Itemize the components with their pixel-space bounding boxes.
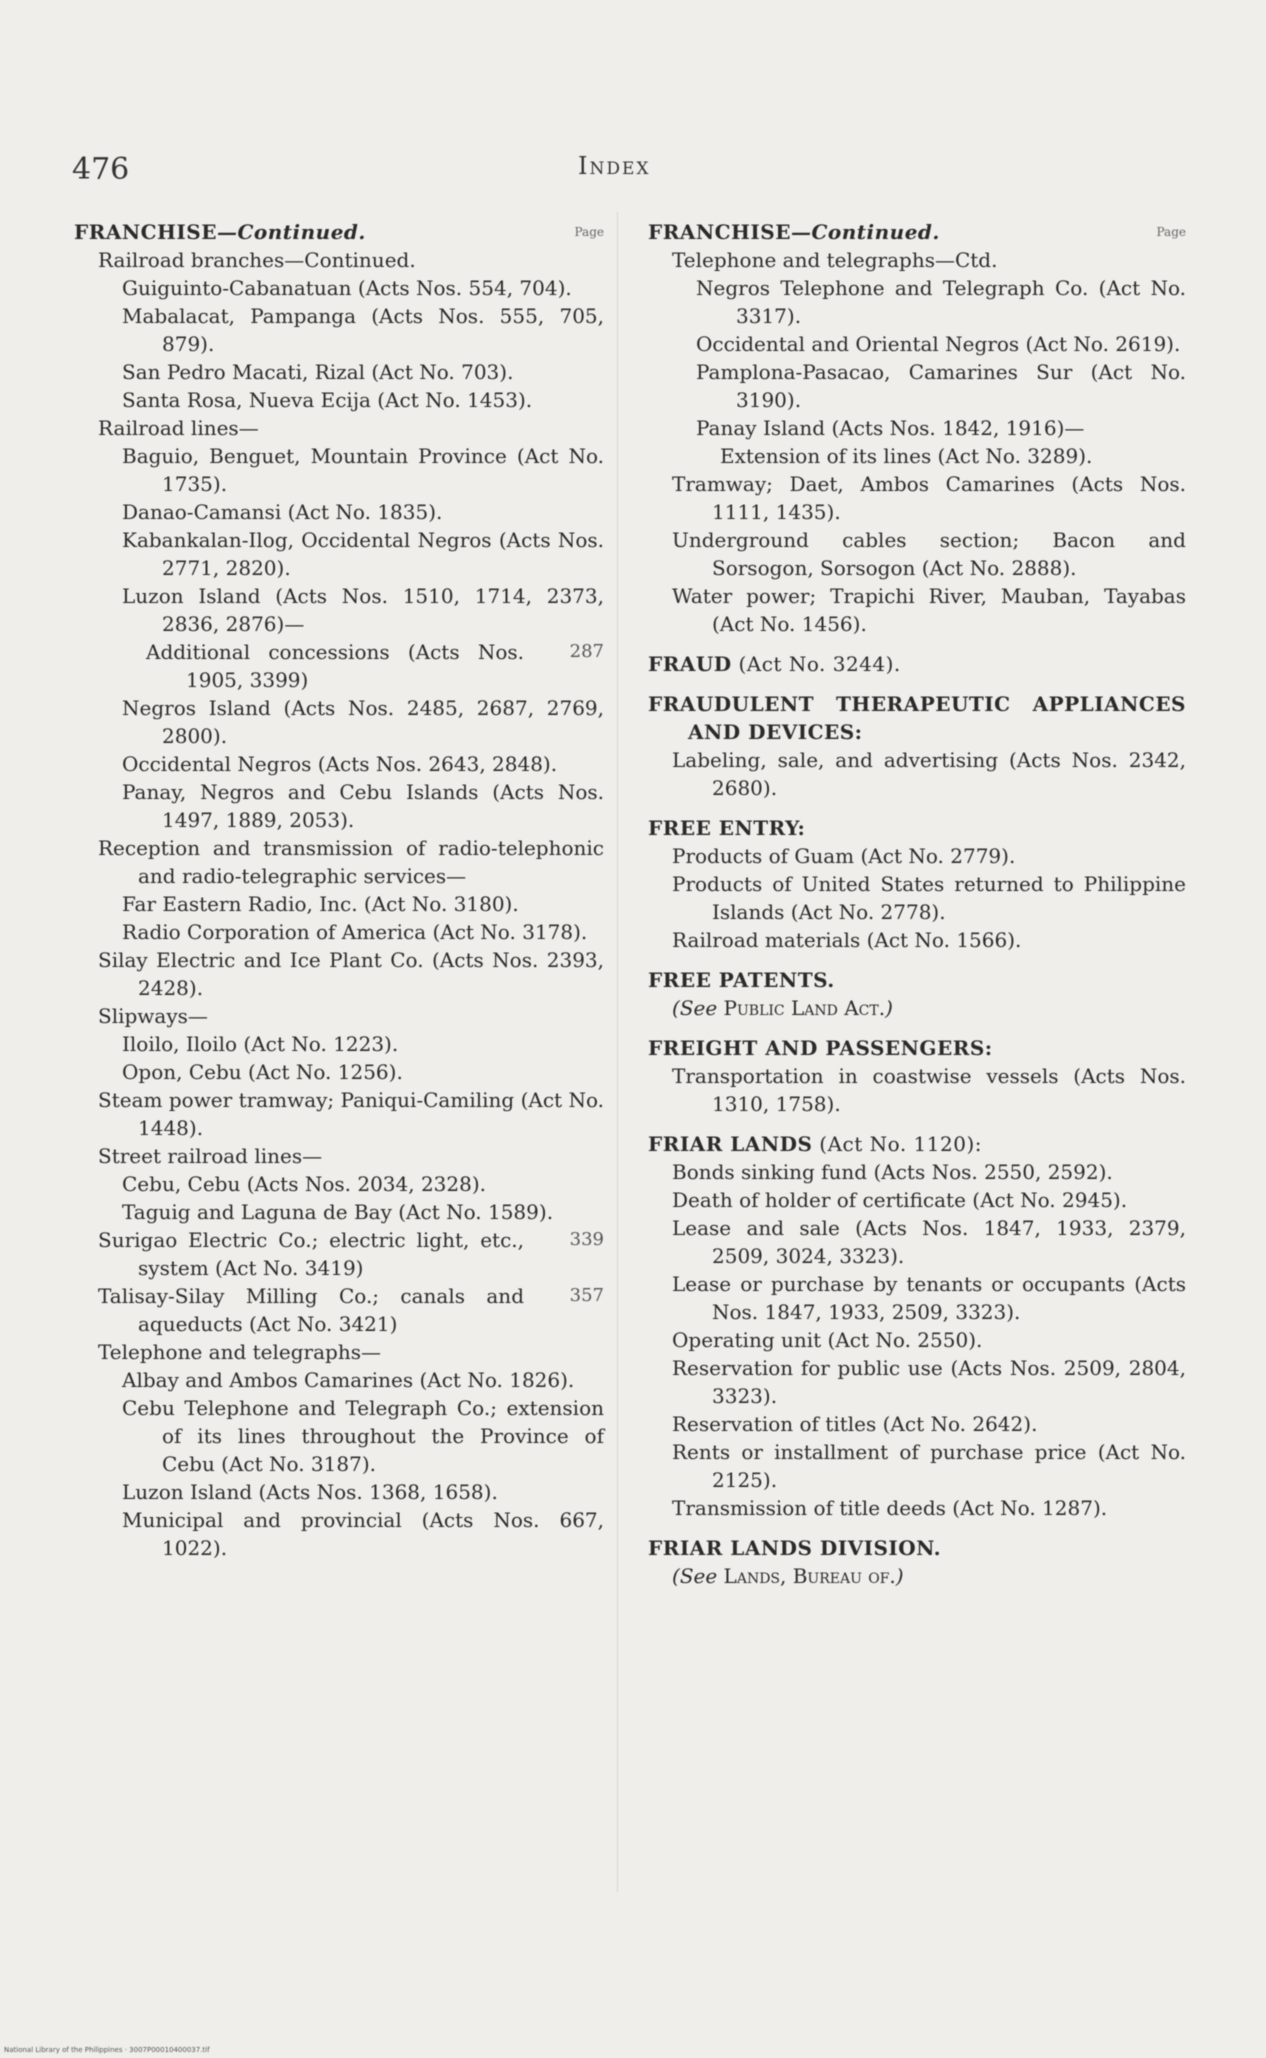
index-entry [74,442,604,498]
index-entry [74,1478,604,1506]
entry-text: Surigao Electric Co.; electric light, etc., system (Act No. 3419) [98,1228,524,1280]
entry-text: Guiguinto-Cabanatuan (Acts Nos. 554, 704). [122,276,572,300]
entry-text: Lease and sale (Acts Nos. 1847, 1933, 2379, 2509, 3024, 3323). [672,1216,1186,1268]
entry-text: Underground cables section; Bacon and Sorsogon, Sorsogon (Act No. 2888). [672,528,1186,580]
index-entry [648,1494,1186,1522]
index-heading [648,1130,1186,1158]
index-entry [74,1338,604,1366]
entry-text: Negros Telephone and Telegraph Co. (Act No. 3317). [696,276,1186,328]
entry-text: Tramway; Daet, Ambos Camarines (Acts Nos. 1111, 1435). [672,472,1186,524]
index-entry [74,246,604,274]
index-heading [648,1034,1186,1062]
page-reference: 287 [569,641,604,662]
index-entry [648,870,1186,926]
entry-text: Death of holder of certificate (Act No. 2945). [672,1188,1128,1212]
index-entry [74,302,604,358]
index-entry [648,470,1186,526]
entry-text: Occidental and Oriental Negros (Act No. 2619). [696,332,1181,356]
entry-text: San Pedro Macati, Rizal (Act No. 703). [122,360,514,384]
entry-text: Far Eastern Radio, Inc. (Act No. 3180). [122,892,519,916]
index-entry [648,746,1186,802]
see-label: See [679,996,718,1020]
see-target: Public Land Act. [723,996,886,1020]
entry-text: Kabankalan-Ilog, Occidental Negros (Acts Nos. 2771, 2820). [122,528,604,580]
entry-text: Operating unit (Act No. 2550). [672,1328,983,1352]
see-label: See [679,1564,718,1588]
index-entry [648,926,1186,954]
entry-text: Cebu Telephone and Telegraph Co.; extension of its lines throughout the Province of Cebu (Act No. 3187). [122,1396,604,1476]
index-entry [74,358,604,386]
index-entry [648,358,1186,414]
index-entry [74,1282,604,1338]
heading-term: FRAUD [648,652,732,676]
index-entry [74,386,604,414]
entry-text: Transportation in coastwise vessels (Acts Nos. 1310, 1758). [672,1064,1186,1116]
heading-term: FRANCHISE [648,220,791,244]
index-entry [648,1562,1186,1590]
index-entry [74,750,604,778]
footer-credit: National Library of the Philippines · 3007P00010400037.tif [4,2046,210,2054]
index-entry [74,498,604,526]
left-column-page-label: Page [574,225,604,239]
heading-term: FRIAR LANDS DIVISION. [648,1536,942,1560]
index-entry [648,330,1186,358]
heading-term: FRANCHISE [74,220,217,244]
index-entry [74,778,604,834]
entry-text: Opon, Cebu (Act No. 1256). [122,1060,403,1084]
entry-text: Steam power tramway; Paniqui-Camiling (Act No. 1448). [98,1088,604,1140]
index-entry [74,526,604,582]
entry-text: Transmission of title deeds (Act No. 1287). [672,1496,1108,1520]
see-reference: (See Lands, Bureau of.) [672,1564,904,1588]
entry-text: Panay, Negros and Cebu Islands (Acts Nos. 1497, 1889, 2053). [122,780,604,832]
heading-continued: —Continued. [790,220,940,244]
heading-term: FREIGHT AND PASSENGERS: [648,1036,993,1060]
heading-reference: (Act No. 3244). [731,652,901,676]
index-entry [74,582,604,638]
index-entry [648,1438,1186,1494]
entry-text: Railroad branches—Continued. [98,248,416,272]
right-column [648,218,1186,1590]
entry-text: Lease or purchase by tenants or occupants (Acts Nos. 1847, 1933, 2509, 3323). [672,1272,1186,1324]
page-reference: 339 [569,1229,604,1250]
index-entry [648,994,1186,1022]
entry-text: Mabalacat, Pampanga (Acts Nos. 555, 705, 879). [122,304,604,356]
index-entry [648,414,1186,442]
index-heading [648,814,1186,842]
heading-term: FRAUDULENT THERAPEUTIC APPLIANCES AND DEVICES: [648,692,1186,744]
index-entry [74,274,604,302]
index-entry [74,834,604,890]
column-divider [617,212,618,1892]
index-heading [648,218,1186,246]
entry-text: Talisay-Silay Milling Co.; canals and aqueducts (Act No. 3421) [98,1284,524,1336]
index-entry [648,1186,1186,1214]
heading-continued: —Continued. [216,220,366,244]
index-entry [74,1030,604,1058]
index-entry [74,1086,604,1142]
index-entry [648,1354,1186,1410]
see-target: Lands, Bureau of. [723,1564,896,1588]
index-heading [648,650,1186,678]
index-entry [74,1142,604,1170]
entry-text: Rents or installment of purchase price (Act No. 2125). [672,1440,1186,1492]
entry-text: Santa Rosa, Nueva Ecija (Act No. 1453). [122,388,533,412]
entry-text: Telephone and telegraphs— [98,1340,381,1364]
entry-text: Pamplona-Pasacao, Camarines Sur (Act No. 3190). [696,360,1186,412]
index-entry [74,1226,604,1282]
index-entry [74,1002,604,1030]
heading-term: FREE PATENTS. [648,968,835,992]
entry-text: Silay Electric and Ice Plant Co. (Acts Nos. 2393, 2428). [98,948,604,1000]
see-reference: (See Public Land Act.) [672,996,893,1020]
entry-text: Baguio, Benguet, Mountain Province (Act No. 1735). [122,444,604,496]
index-entry [648,1214,1186,1270]
index-entry [648,1270,1186,1326]
entry-text: Albay and Ambos Camarines (Act No. 1826). [122,1368,575,1392]
index-entry [648,1158,1186,1186]
index-entry [74,1506,604,1562]
index-entry [74,1170,604,1198]
index-entry [648,442,1186,470]
entry-text: Railroad materials (Act No. 1566). [672,928,1022,952]
index-entry [648,526,1186,582]
heading-term: FRIAR LANDS [648,1132,813,1156]
index-heading [648,690,1186,746]
index-entry [74,1366,604,1394]
index-entry [74,694,604,750]
left-column [74,218,604,1562]
index-entry [648,1410,1186,1438]
entry-text: Negros Island (Acts Nos. 2485, 2687, 2769, 2800). [122,696,604,748]
index-entry [74,638,604,694]
entry-text: Water power; Trapichi River, Mauban, Tayabas (Act No. 1456). [672,584,1186,636]
index-entry [74,414,604,442]
index-heading [648,966,1186,994]
index-entry [648,1062,1186,1118]
entry-text: Luzon Island (Acts Nos. 1368, 1658). [122,1480,498,1504]
entry-text: Railroad lines— [98,416,259,440]
index-entry [648,842,1186,870]
entry-text: Extension of its lines (Act No. 3289). [720,444,1093,468]
entry-text: Danao-Camansi (Act No. 1835). [122,500,443,524]
entry-text: Products of Guam (Act No. 2779). [672,844,1016,868]
entry-text: Occidental Negros (Acts Nos. 2643, 2848). [122,752,558,776]
entry-text: Slipways— [98,1004,208,1028]
running-head: Index [578,152,651,180]
entry-text: Municipal and provincial (Acts Nos. 667, 1022). [122,1508,604,1560]
index-entry [74,1058,604,1086]
index-heading [74,218,604,246]
entry-text: Radio Corporation of America (Act No. 3178). [122,920,588,944]
index-entry [74,1394,604,1478]
index-entry [648,274,1186,330]
entry-text: Telephone and telegraphs—Ctd. [672,248,998,272]
entry-text: Taguig and Laguna de Bay (Act No. 1589). [122,1200,554,1224]
entry-text: Additional concessions (Acts Nos. 1905, 3399) [146,640,524,692]
entry-text: Cebu, Cebu (Acts Nos. 2034, 2328). [122,1172,487,1196]
entry-text: Luzon Island (Acts Nos. 1510, 1714, 2373, 2836, 2876)— [122,584,604,636]
index-entry [648,246,1186,274]
index-heading [648,1534,1186,1562]
index-entry [648,1326,1186,1354]
index-entry [74,946,604,1002]
entry-text: Labeling, sale, and advertising (Acts Nos. 2342, 2680). [672,748,1186,800]
entry-text: Street railroad lines— [98,1144,323,1168]
index-entry [648,582,1186,638]
entry-text: Products of United States returned to Philippine Islands (Act No. 2778). [672,872,1186,924]
index-entry [74,918,604,946]
index-entry [74,1198,604,1226]
entry-text: Reservation of titles (Act No. 2642). [672,1412,1038,1436]
right-column-page-label: Page [1156,225,1186,239]
index-entry [74,890,604,918]
heading-reference: (Act No. 1120): [812,1132,982,1156]
page-reference: 357 [569,1285,604,1306]
entry-text: Reception and transmission of radio-telephonic and radio-telegraphic services— [98,836,604,888]
entry-text: Iloilo, Iloilo (Act No. 1223). [122,1032,399,1056]
heading-term: FREE ENTRY: [648,816,806,840]
page-number: 476 [72,152,130,187]
entry-text: Reservation for public use (Acts Nos. 2509, 2804, 3323). [672,1356,1186,1408]
entry-text: Bonds sinking fund (Acts Nos. 2550, 2592). [672,1160,1113,1184]
entry-text: Panay Island (Acts Nos. 1842, 1916)— [696,416,1085,440]
